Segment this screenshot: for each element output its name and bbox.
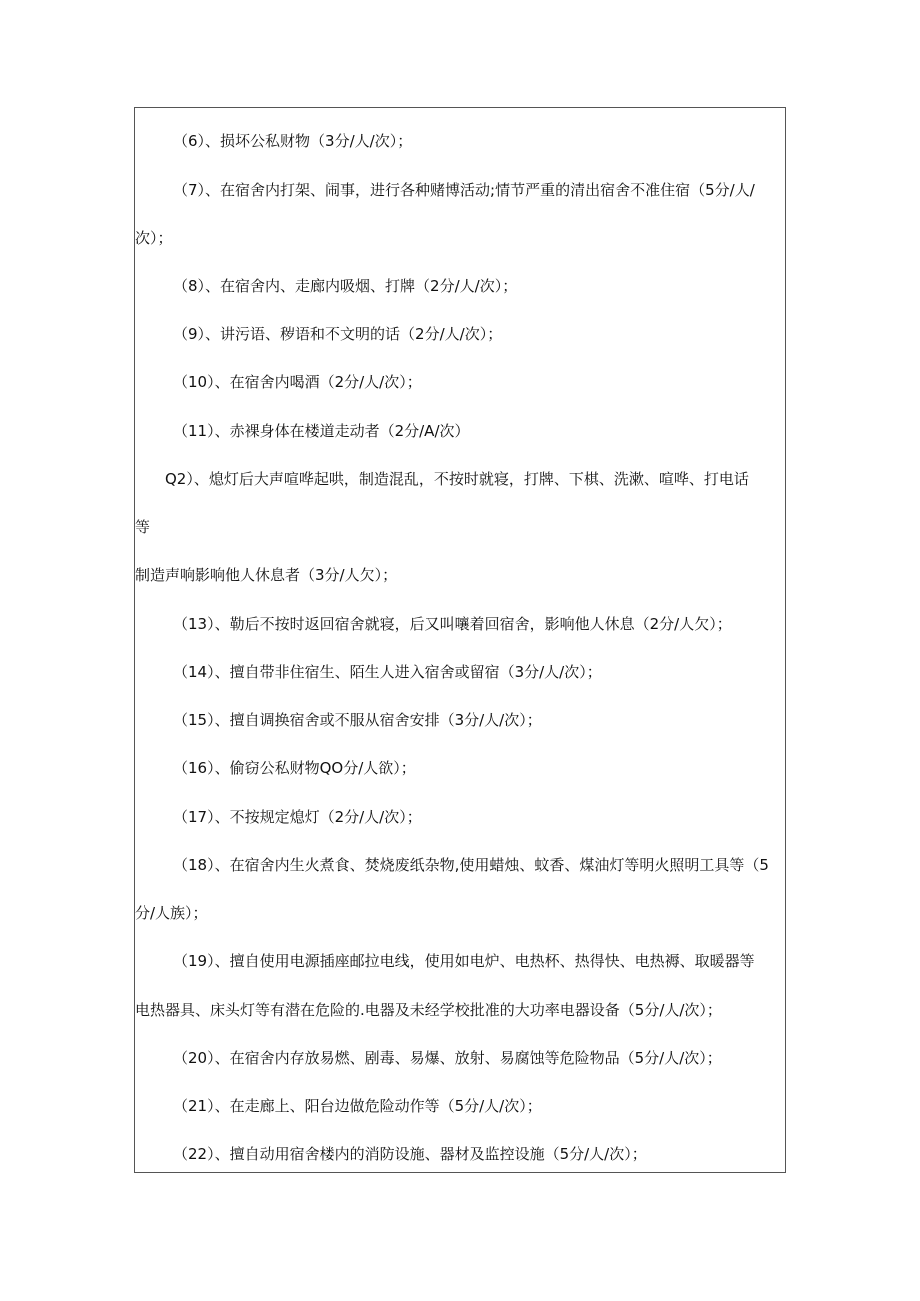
rule-item-21: （21）、在走廊上、阳台边做危险动作等（5分/人/次）； bbox=[173, 1097, 542, 1115]
rule-item-12: Q2）、熄灯后大声喧哗起哄，制造混乱，不按时就寝，打牌、下棋、洗漱、喧哗、打电话 bbox=[165, 470, 749, 488]
rule-item-14: （14）、擅自带非住宿生、陌生人进入宿舍或留宿（3分/人/次）； bbox=[173, 663, 602, 681]
rule-item-19: （19）、擅自使用电源插座邮拉电线，使用如电炉、电热杯、热得快、电热褥、取暖器等 bbox=[173, 952, 755, 970]
rule-item-15: （15）、擅自调换宿舍或不服从宿舍安排（3分/人/次）； bbox=[173, 711, 542, 729]
rule-item-11: （11）、赤裸身体在楼道走动者（2分/A/次） bbox=[173, 422, 470, 440]
rule-item-10: （10）、在宿舍内喝酒（2分/人/次）； bbox=[173, 373, 422, 391]
rule-item-18: （18）、在宿舍内生火煮食、焚烧废纸杂物,使用蜡烛、蚊香、煤油灯等明火照明工具等（5 bbox=[173, 856, 769, 874]
rule-item-8: （8）、在宿舍内、走廊内吸烟、打牌（2分/人/次）； bbox=[173, 277, 518, 295]
rule-item-17: （17）、不按规定熄灯（2分/人/次）； bbox=[173, 808, 422, 826]
document-frame bbox=[134, 107, 786, 1173]
rule-item-13: （13）、勒后不按时返回宿舍就寝，后又叫嚷着回宿舍，影响他人休息（2分/人欠）； bbox=[173, 615, 732, 633]
rule-item-22: （22）、擅自动用宿舍楼内的消防设施、器材及监控设施（5分/人/次）； bbox=[173, 1145, 647, 1163]
rule-item-16: （16）、偷窃公私财物QO分/人欲）； bbox=[173, 759, 416, 777]
rule-item-12-continued-1: 等 bbox=[135, 518, 151, 536]
rule-item-12-continued-2: 制造声响影响他人休息者（3分/人欠）； bbox=[135, 566, 398, 584]
rule-item-20: （20）、在宿舍内存放易燃、剧毒、易爆、放射、易腐蚀等危险物品（5分/人/次）； bbox=[173, 1049, 722, 1067]
rule-item-7-continued: 次）； bbox=[135, 229, 173, 247]
rule-item-19-continued: 电热器具、床头灯等有潜在危险的.电器及未经学校批准的大功率电器设备（5分/人/次）； bbox=[135, 1001, 722, 1019]
rule-item-7: （7）、在宿舍内打架、闹事，进行各种赌博活动;情节严重的清出宿舍不准住宿（5分/人/ bbox=[173, 181, 755, 199]
rule-item-18-continued: 分/人族）； bbox=[135, 904, 208, 922]
rule-item-9: （9）、讲污语、秽语和不文明的话（2分/人/次）； bbox=[173, 325, 503, 343]
rule-item-6: （6）、损坏公私财物（3分/人/次）； bbox=[173, 132, 413, 150]
